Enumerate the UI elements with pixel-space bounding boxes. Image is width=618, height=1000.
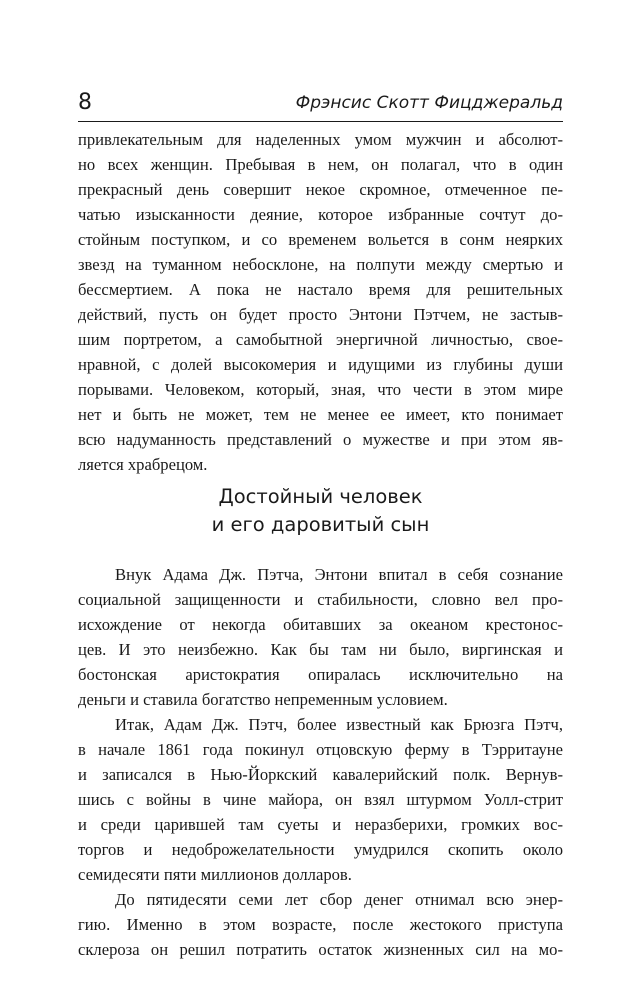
page-header <box>78 88 563 118</box>
text-line: бостонская аристократия опиралась исключительно на <box>78 665 563 684</box>
text-line: чатью изысканности деяние, которое избранные сочтут до- <box>78 205 563 224</box>
text-line: и записался в Нью-Йоркский кавалерийский полк. Вернув- <box>78 765 563 784</box>
text-line: и среди царившей там суеты и неразберихи, громких вос- <box>78 815 563 834</box>
text-line: цев. И это неизбежно. Как бы там ни было, виргинская и <box>78 640 563 659</box>
text-line: бессмертием. А пока не настало время для решительных <box>78 280 563 299</box>
text-line: привлекательным для наделенных умом мужчин и абсолют- <box>78 130 563 149</box>
text-line: социальной защищенности и стабильности, словно вел про- <box>78 590 563 609</box>
page-number: 8 <box>78 90 92 115</box>
text-line: прекрасный день совершит некое скромное, отмеченное пе- <box>78 180 563 199</box>
paragraph-3 <box>78 887 563 962</box>
running-head-author: Фрэнсис Скотт Фицджеральд <box>295 93 563 113</box>
text-line: ляется храбрецом. <box>78 455 208 474</box>
page-body-lower <box>78 562 563 962</box>
text-line: в начале 1861 года покинул отцовскую ферму в Тэрритауне <box>78 740 563 759</box>
text-line: но всех женщин. Пребывая в нем, он полагал, что в один <box>78 155 563 174</box>
header-rule <box>78 121 563 122</box>
text-line: склероза он решил потратить остаток жизненных сил на мо- <box>78 940 563 959</box>
paragraph-continued <box>78 127 563 477</box>
text-line: всю надуманность представлений о мужестве и при этом яв- <box>78 430 563 449</box>
text-line: Итак, Адам Дж. Пэтч, более известный как Брюзга Пэтч, <box>115 715 563 734</box>
text-line: шись с войны в чине майора, он взял штурмом Уолл-стрит <box>78 790 563 809</box>
text-line: Внук Адама Дж. Пэтча, Энтони впитал в себя сознание <box>115 565 563 584</box>
text-line: семидесяти пяти миллионов долларов. <box>78 865 352 884</box>
text-line: стойным поступком, и со временем вольется в сонм неярких <box>78 230 563 249</box>
section-heading-line-2: и его даровитый сын <box>211 513 430 536</box>
text-line: деньги и ставила богатство непременным условием. <box>78 690 448 709</box>
text-line: торгов и недоброжелательности умудрился скопить около <box>78 840 563 859</box>
text-line: До пятидесяти семи лет сбор денег отнимал всю энер- <box>115 890 563 909</box>
text-line: гию. Именно в этом возрасте, после жестокого приступа <box>78 915 563 934</box>
text-line: исхождение от некогда обитавших за океаном крестонос- <box>78 615 563 634</box>
text-line: действий, пусть он будет просто Энтони Пэтчем, не застыв- <box>78 305 563 324</box>
text-line: нет и быть не может, тем не менее ее имеет, кто понимает <box>78 405 563 424</box>
page-body <box>78 127 563 477</box>
text-line: нравной, с долей высокомерия и идущими из глубины души <box>78 355 563 374</box>
text-line: порывами. Человеком, который, зная, что чести в этом мире <box>78 380 563 399</box>
section-heading-line-1: Достойный человек <box>218 485 423 508</box>
paragraph-2 <box>78 712 563 887</box>
text-line: шим портретом, а самобытной энергичной личностью, свое- <box>78 330 563 349</box>
text-line: звезд на туманном небосклоне, на полпути между смертью и <box>78 255 563 274</box>
paragraph-1 <box>78 562 563 712</box>
